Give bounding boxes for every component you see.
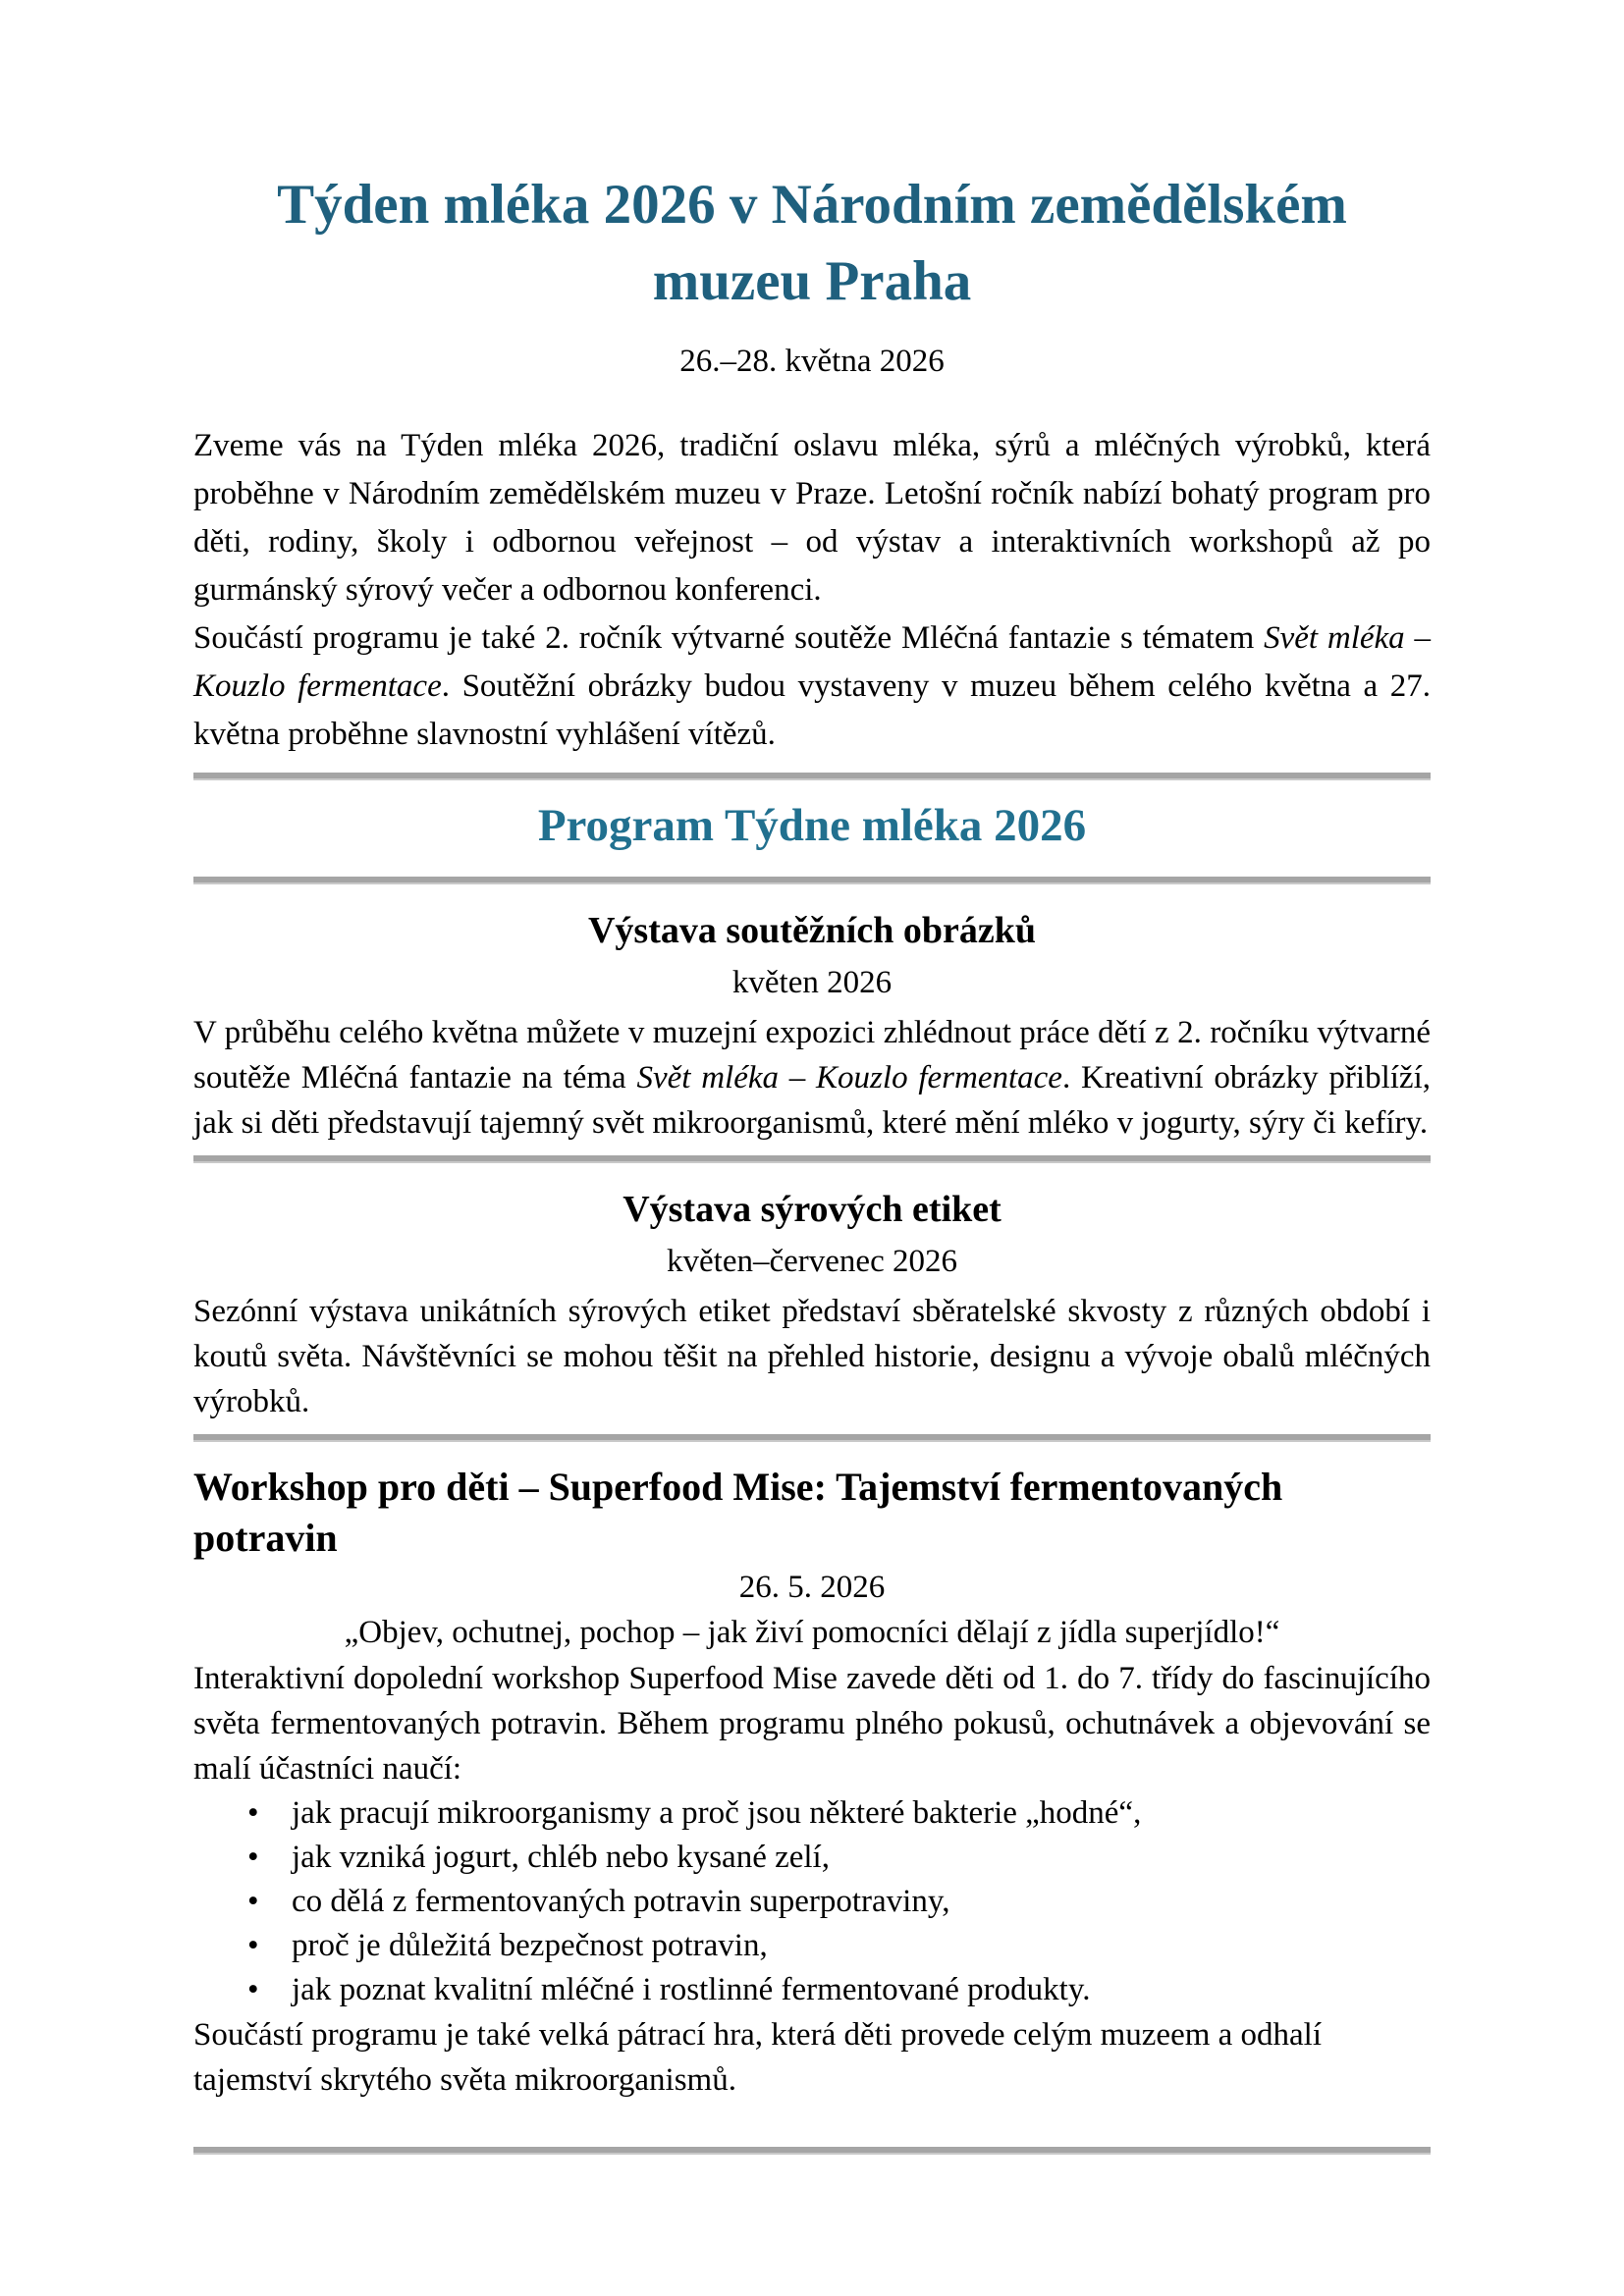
- workshop-bullet-item: • co dělá z fermentovaných potravin superpotraviny,: [193, 1880, 1431, 1924]
- workshop-bullet-item: • proč je důležitá bezpečnost potravin,: [193, 1924, 1431, 1968]
- section-divider: [193, 877, 1431, 884]
- workshop-heading: Workshop pro děti – Superfood Mise: Tajemství fermentovaných potravin: [193, 1465, 1283, 1560]
- workshop-bullet-item: • jak pracují mikroorganismy a proč jsou některé bakterie „hodné“,: [193, 1791, 1431, 1836]
- workshop-outro-paragraph: Součástí programu je také velká pátrací hra, která děti provede celým muzeem a odhalí tajemství skrytého světa mikroorganismů.: [193, 2017, 1323, 2098]
- exhibition-pictures-date: květen 2026: [731, 965, 893, 1000]
- exhibition-pictures-body: V průběhu celého května můžete v muzejní expozici zhlédnout práce dětí z 2. ročníku výtvarné soutěže Mléčná fantazie na téma Svět mléka – Kouzlo fermentace. Kreativní obrázky přiblíží, jak si děti představují tajemný svět mikroorganismů, které mění mléko v jogurty, sýry či kefíry.: [193, 1015, 1431, 1141]
- section-divider: [193, 1434, 1431, 1442]
- section-divider: [193, 773, 1431, 780]
- document-title: Týden mléka 2026 v Národním zemědělském muzeu Praha: [277, 174, 1347, 312]
- workshop-bullet-item: • jak poznat kvalitní mléčné i rostlinné fermentované produkty.: [193, 1968, 1431, 2012]
- exhibition-labels-date: květen–červenec 2026: [667, 1244, 957, 1279]
- section-divider: [193, 1155, 1431, 1163]
- workshop-motto: „Objev, ochutnej, pochop – jak živí pomocníci dělají z jídla superjídlo!“: [344, 1615, 1280, 1650]
- program-heading: Program Týdne mléka 2026: [537, 800, 1087, 851]
- intro-paragraph-1: Zveme vás na Týden mléka 2026, tradiční oslavu mléka, sýrů a mléčných výrobků, která proběhne v Národním zemědělském muzeu v Praze. Letošní ročník nabízí bohatý program pro děti, rodiny, školy i odbornou veřejnost – od výstav a interaktivních workshopů až po gurmánský sýrový večer a odbornou konferenci.: [193, 428, 1431, 608]
- workshop-date: 26. 5. 2026: [738, 1570, 886, 1605]
- exhibition-labels-body: Sezónní výstava unikátních sýrových etiket představí sběratelské skvosty z různých období i koutů světa. Návštěvníci se mohou těšit na přehled historie, designu a vývoje obalů mléčných výrobků.: [193, 1294, 1431, 1419]
- workshop-bullet-list: [193, 1791, 1431, 2012]
- workshop-intro-paragraph: Interaktivní dopolední workshop Superfood Mise zavede děti od 1. do 7. třídy do fascinujícího světa fermentovaných potravin. Během programu plného pokusů, ochutnávek a objevování se malí účastníci naučí:: [193, 1661, 1431, 1787]
- exhibition-pictures-heading: Výstava soutěžních obrázků: [587, 910, 1037, 951]
- document-date-range: 26.–28. května 2026: [679, 344, 945, 379]
- intro-paragraph-2: Součástí programu je také 2. ročník výtvarné soutěže Mléčná fantazie s tématem Svět mléka – Kouzlo fermentace. Soutěžní obrázky budou vystaveny v muzeu během celého května a 27. května proběhne slavnostní vyhlášení vítězů.: [193, 620, 1431, 752]
- workshop-bullet-item: • jak vzniká jogurt, chléb nebo kysané zelí,: [193, 1836, 1431, 1880]
- section-divider: [193, 2147, 1431, 2155]
- exhibition-labels-heading: Výstava sýrových etiket: [623, 1189, 1001, 1230]
